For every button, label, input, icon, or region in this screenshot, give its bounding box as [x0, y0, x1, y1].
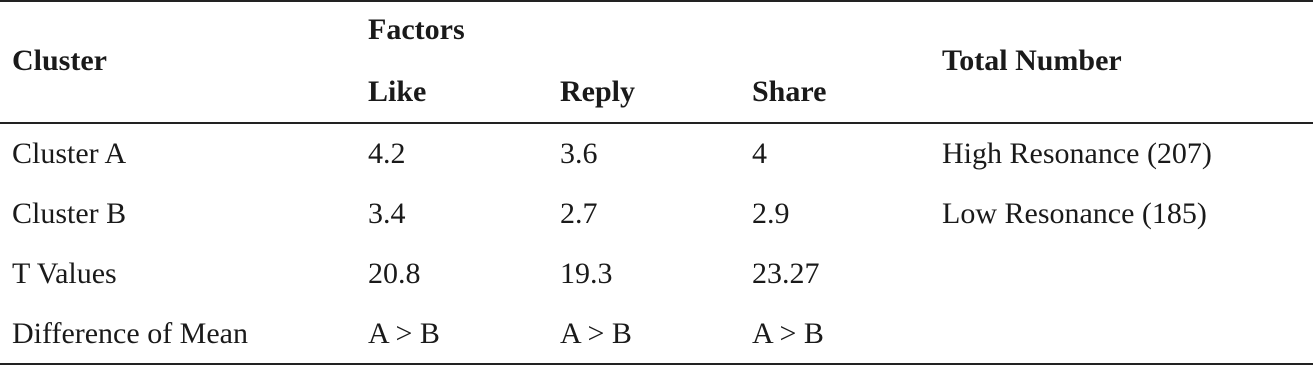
row-2-label: Cluster B	[12, 197, 127, 230]
row-4-label: Difference of Mean	[12, 317, 248, 350]
header-like: Like	[368, 75, 427, 108]
row-1-total: High Resonance (207)	[942, 137, 1212, 170]
header-share: Share	[752, 75, 827, 108]
header-reply: Reply	[560, 75, 635, 108]
row-1-label: Cluster A	[12, 137, 127, 170]
header-total-number: Total Number	[942, 44, 1122, 77]
header-cluster: Cluster	[12, 44, 107, 77]
row-2-share: 2.9	[752, 197, 790, 230]
table-top-rule	[0, 0, 1313, 2]
row-1-reply: 3.6	[560, 137, 598, 170]
header-separator-rule	[0, 122, 1313, 124]
header-factors: Factors	[368, 13, 465, 46]
row-1-like: 4.2	[368, 137, 406, 170]
row-1-share: 4	[752, 137, 767, 170]
row-3-share: 23.27	[752, 257, 820, 290]
row-3-like: 20.8	[368, 257, 421, 290]
row-2-reply: 2.7	[560, 197, 598, 230]
row-3-label: T Values	[12, 257, 117, 290]
row-2-total: Low Resonance (185)	[942, 197, 1207, 230]
row-4-like: A > B	[368, 317, 440, 350]
row-4-share: A > B	[752, 317, 824, 350]
row-3-reply: 19.3	[560, 257, 613, 290]
row-4-reply: A > B	[560, 317, 632, 350]
row-2-like: 3.4	[368, 197, 406, 230]
